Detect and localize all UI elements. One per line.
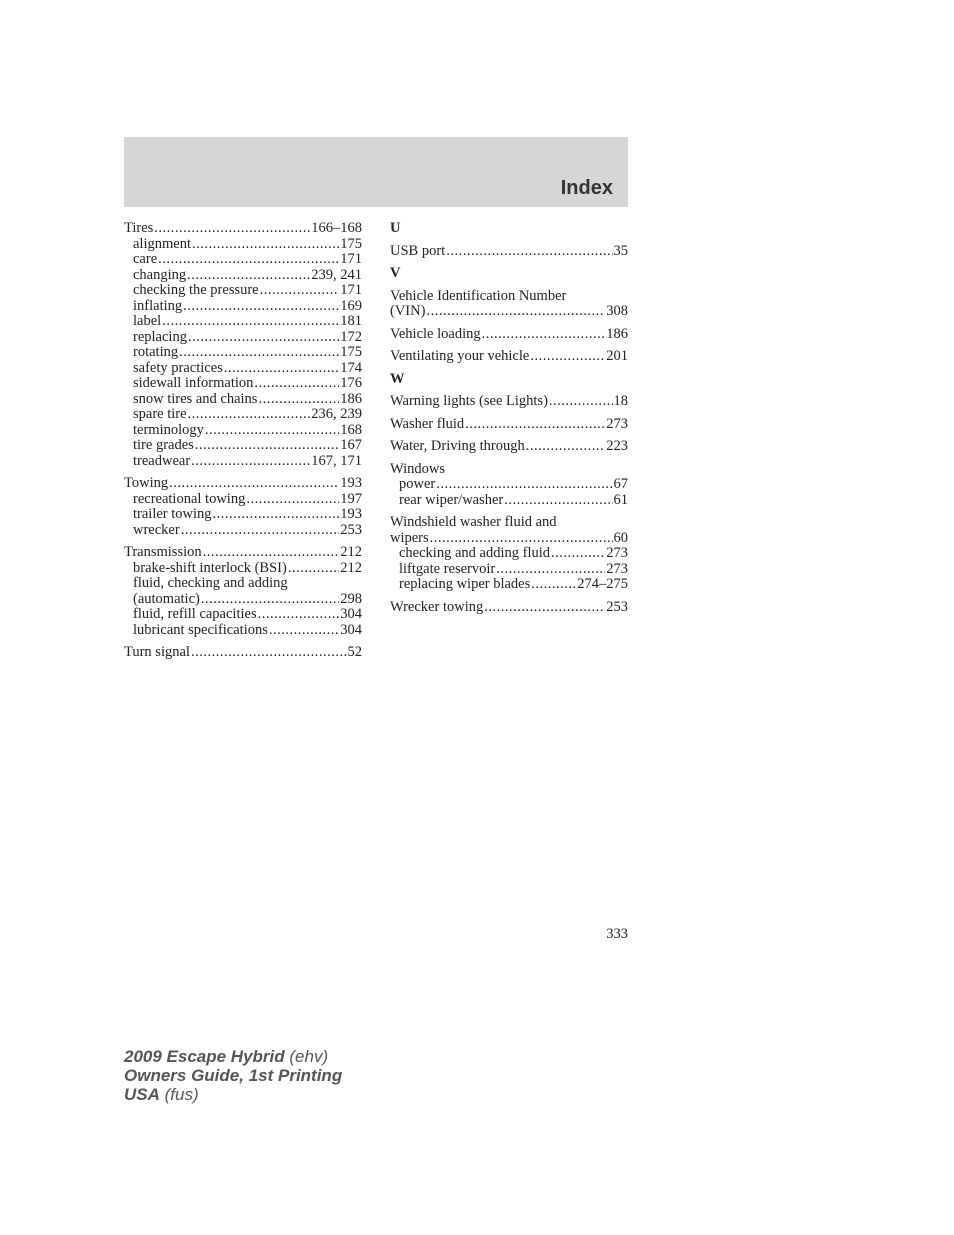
index-entry [390,577,628,593]
dot-leader [496,562,605,578]
dot-leader [188,330,339,346]
index-entry-page: 60 [613,529,628,546]
index-entry-label: Water, Driving through [390,438,525,454]
index-entry [124,314,362,330]
index-entry-label: checking and adding fluid [399,545,550,561]
index-entry-label: wrecker [133,521,180,538]
index-entry-label: safety practices [133,359,223,376]
index-entry-page: 273 [606,545,628,561]
dot-leader [224,361,339,377]
dot-leader [258,607,340,623]
footer-market: USA [124,1085,160,1104]
index-entry-page: 186 [340,390,362,407]
dot-leader [191,645,347,661]
index-entry [390,477,628,493]
index-entry-page: 172 [340,328,362,345]
index-entry [390,600,628,616]
dot-leader [530,349,605,365]
dot-leader [504,493,612,509]
index-entry-page: 181 [340,313,362,329]
index-entry [124,237,362,253]
index-entry-page: 212 [340,544,362,560]
spacer [390,259,628,266]
dot-leader [203,545,340,561]
index-entry-page: 186 [606,325,628,342]
dot-leader [269,623,339,639]
index-entry-page: 35 [613,242,628,259]
dot-leader [551,546,605,562]
index-entry-page: 304 [340,606,362,622]
page-number: 333 [606,926,628,942]
section-letter: U [390,220,401,236]
index-entry-page: 273 [606,560,628,577]
index-entry-label: brake-shift interlock (BSI) [133,559,287,576]
footer-line-1 [124,1047,342,1066]
index-entry [124,407,362,423]
index-entry-label: tire grades [133,437,194,453]
index-entry-page: 174 [340,359,362,376]
dot-leader [183,299,339,315]
index-entry-label: Tires [124,220,154,236]
index-entry-label: alignment [133,235,191,252]
section-letter: W [390,370,405,387]
footer-edition: Owners Guide, 1st Printing [124,1066,343,1085]
index-entry-label: snow tires and chains [133,390,258,407]
index-entry-page: 193 [340,475,362,491]
index-entry-label: Turn signal [124,644,190,660]
index-heading-line: Windows [390,460,445,477]
dot-leader [195,438,339,454]
dot-leader [188,407,311,423]
index-entry-label: label [133,313,162,329]
footer [124,1047,342,1104]
index-entry-label: replacing [133,328,187,345]
index-entry-page: 197 [340,490,362,507]
index-entry-page: 201 [606,348,628,364]
dot-leader [169,476,339,492]
index-entry-label: Ventilating your vehicle [390,348,530,364]
index-entry-label: wipers [390,529,429,546]
index-entry [124,283,362,299]
dot-leader [465,417,605,433]
index-column-left [124,221,362,661]
index-entry [124,392,362,408]
index-entry-label: power [399,476,436,492]
dot-leader [430,531,613,547]
index-entry-label: Transmission [124,544,202,560]
index-entry-page: 167, 171 [311,452,362,469]
index-entry-page: 168 [340,421,362,438]
header-band [124,137,628,207]
index-heading-line: fluid, checking and adding [133,575,288,591]
index-entry [124,330,362,346]
index-entry-page: 274–275 [577,576,628,592]
dot-leader [179,345,339,361]
index-entry [124,607,362,623]
dot-leader [205,423,339,439]
index-entry-page: 308 [606,303,628,319]
index-entry-label: Warning lights (see Lights) [390,393,548,409]
index-entry-page: 171 [340,282,362,298]
index-entry-page: 175 [340,344,362,360]
dot-leader [482,327,606,343]
index-entry [390,417,628,433]
index-entry [124,454,362,470]
dot-leader [254,376,339,392]
footer-model-code: (ehv) [289,1047,329,1066]
index-entry-page: 169 [340,297,362,314]
index-entry-page: 273 [606,415,628,432]
index-entry [390,244,628,260]
index-entry-page: 212 [340,559,362,576]
footer-line-2 [124,1066,342,1085]
footer-market-code: (fus) [164,1085,199,1104]
index-entry [124,221,362,237]
dot-leader [246,492,339,508]
dot-leader [201,592,339,608]
index-entry [390,493,628,509]
index-entry-label: (automatic) [133,590,200,607]
dot-leader [213,507,340,523]
index-entry-label: care [133,251,158,267]
index-entry [124,507,362,523]
page-title: Index [560,177,613,199]
index-entry [390,546,628,562]
dot-leader [260,283,340,299]
index-entry [124,492,362,508]
index-entry-page: 304 [340,621,362,638]
index-entry [390,327,628,343]
index-entry [124,438,362,454]
index-entry [124,268,362,284]
index-entry-page: 193 [340,506,362,522]
index-entry-page: 167 [340,437,362,453]
index-entry-page: 253 [606,598,628,615]
index-entry [124,523,362,539]
index-entry [390,562,628,578]
index-entry-label: Vehicle loading [390,325,481,342]
index-entry [124,299,362,315]
index-entry-page: 298 [340,590,362,607]
index-entry-page: 52 [347,644,362,660]
index-entry-label: fluid, refill capacities [133,606,257,622]
index-entry-label: Towing [124,475,169,491]
index-column-right [390,221,628,615]
dot-leader [158,252,339,268]
index-entry-page: 175 [340,235,362,252]
dot-leader [526,439,605,455]
index-entry-label: inflating [133,297,183,314]
dot-leader [187,268,310,284]
index-entry [124,252,362,268]
index-entry-label: replacing wiper blades [399,576,531,592]
index-entry-label: trailer towing [133,506,212,522]
index-entry [390,349,628,365]
index-entry [390,531,628,547]
index-entry-label: spare tire [133,406,187,422]
index-entry [124,361,362,377]
spacer [390,365,628,372]
index-entry-label: (VIN) [390,303,426,319]
index-entry [124,561,362,577]
dot-leader [191,454,310,470]
index-entry-label: rear wiper/washer [399,491,504,508]
dot-leader [484,600,605,616]
index-entry [124,345,362,361]
index-entry-page: 176 [340,375,362,391]
footer-model: 2009 Escape Hybrid [124,1047,285,1066]
dot-leader [531,577,576,593]
index-entry-label: rotating [133,344,179,360]
index-entry [390,304,628,320]
index-entry-label: Wrecker towing [390,598,484,615]
dot-leader [426,304,605,320]
dot-leader [154,221,310,237]
index-entry-label: lubricant specifications [133,621,268,638]
index-entry [124,645,362,661]
dot-leader [549,394,613,410]
index-entry [390,439,628,455]
section-letter: V [390,265,401,281]
index-entry-page: 67 [613,476,628,492]
index-entry-page: 18 [613,393,628,409]
index-entry-label: Washer fluid [390,415,465,432]
index-entry-page: 171 [340,251,362,267]
index-entry-page: 253 [340,521,362,538]
dot-leader [288,561,339,577]
index-entry-page: 236, 239 [311,406,362,422]
index-entry-label: sidewall information [133,375,254,391]
dot-leader [162,314,339,330]
index-entry [124,592,362,608]
index-entry-page: 239, 241 [311,266,362,283]
index-entry-label: liftgate reservoir [399,560,496,577]
index-entry-label: recreational towing [133,490,246,507]
index-entry-page: 166–168 [311,220,362,236]
index-entry-label: treadwear [133,452,191,469]
dot-leader [192,237,339,253]
dot-leader [258,392,339,408]
footer-line-3 [124,1085,342,1104]
index-entry-page: 223 [606,438,628,454]
index-entry-label: USB port [390,242,446,259]
index-entry [124,545,362,561]
index-entry [124,423,362,439]
index-entry-label: terminology [133,421,204,438]
index-heading-line: Windshield washer fluid and [390,514,557,530]
index-entry [390,394,628,410]
index-heading-line: Vehicle Identification Number [390,287,567,304]
index-entry-label: changing [133,266,187,283]
index-entry-page: 61 [613,491,628,508]
index-entry [124,623,362,639]
dot-leader [446,244,612,260]
index-entry [124,376,362,392]
dot-leader [181,523,340,539]
dot-leader [436,477,612,493]
index-entry-label: checking the pressure [133,282,259,298]
index-entry [124,476,362,492]
